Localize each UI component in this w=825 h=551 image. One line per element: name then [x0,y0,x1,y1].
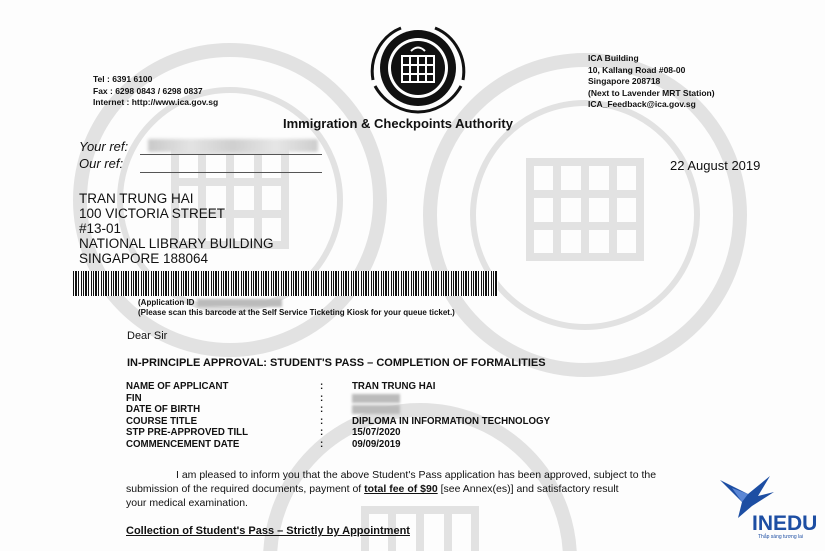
address-line: 100 VICTORIA STREET [79,206,226,221]
detail-value: 15/07/2020 [352,427,401,439]
inedu-tagline: Thắp sáng tương lai [758,534,803,540]
paragraph-line: I am pleased to inform you that the above Student's Pass application has been approved, subject to the [176,469,657,481]
tel-text: Tel : 6391 6100 [93,74,153,84]
recipient-address [79,191,274,266]
barcode [73,271,498,296]
detail-label: COMMENCEMENT DATE [126,438,240,450]
paragraph-line [126,482,741,496]
postal-text: Singapore 208718 [588,76,661,87]
detail-colon: : [320,381,324,392]
address-line: NATIONAL LIBRARY BUILDING [79,236,274,251]
address-block [588,53,715,111]
detail-colon: : [320,427,324,439]
paragraph-line: your medical examination. [126,497,248,509]
detail-colon: : [320,392,324,404]
inedu-logo-text: INEDU [752,512,818,535]
salutation: Dear Sir [127,330,168,342]
detail-label: FIN [126,392,142,404]
our-ref-label: Our ref: [79,156,124,171]
ica-crest-icon [363,20,473,116]
detail-label: NAME OF APPLICANT [126,381,229,392]
application-id-label: (Application ID [138,298,195,307]
letter-date: 22 August 2019 [670,158,761,173]
detail-label: DATE OF BIRTH [126,404,201,416]
building-text: ICA Building [588,53,639,63]
our-ref-line [140,172,322,173]
address-line: #13-01 [79,221,122,236]
collection-heading: Collection of Student's Pass – Strictly by Appointment [126,525,410,537]
paragraph-text: submission of the required documents, payment of [126,483,365,495]
approval-paragraph [126,468,741,510]
internet-text: Internet : http://www.ica.gov.sg [93,97,219,107]
fin-redacted [352,394,400,403]
subject-heading: IN-PRINCIPLE APPROVAL: STUDENT'S PASS – COMPLETION OF FORMALITIES [127,357,546,369]
detail-colon: : [320,415,324,427]
total-fee-text: total fee of $90 [364,483,438,495]
authority-title: Immigration & Checkpoints Authority [283,116,513,131]
address-line: SINGAPORE 188064 [79,251,209,266]
detail-colon: : [320,404,324,416]
detail-value: DIPLOMA IN INFORMATION TECHNOLOGY [352,415,551,427]
barcode-note: (Please scan this barcode at the Self Service Ticketing Kiosk for your queue ticket.) [138,308,455,317]
your-ref-label: Your ref: [79,139,129,154]
email-text: ICA_Feedback@ica.gov.sg [588,99,696,110]
detail-label: COURSE TITLE [126,415,198,427]
detail-label: STP PRE-APPROVED TILL [126,427,249,439]
application-id-block [138,298,455,318]
contact-block [93,74,218,109]
detail-value: TRAN TRUNG HAI [352,381,436,392]
fax-text: Fax : 6298 0843 / 6298 0837 [93,85,203,96]
dob-redacted [352,405,400,414]
address-line: TRAN TRUNG HAI [79,191,194,206]
your-ref-line [140,154,322,155]
mrt-text: (Next to Lavender MRT Station) [588,87,715,98]
detail-value: 09/09/2019 [352,438,401,450]
your-ref-redacted [148,139,318,152]
application-id-redacted [197,299,282,307]
paragraph-text: [see Annex(es)] and satisfactory result [437,483,619,495]
detail-colon: : [320,438,324,450]
street-text: 10, Kallang Road #08-00 [588,64,686,75]
